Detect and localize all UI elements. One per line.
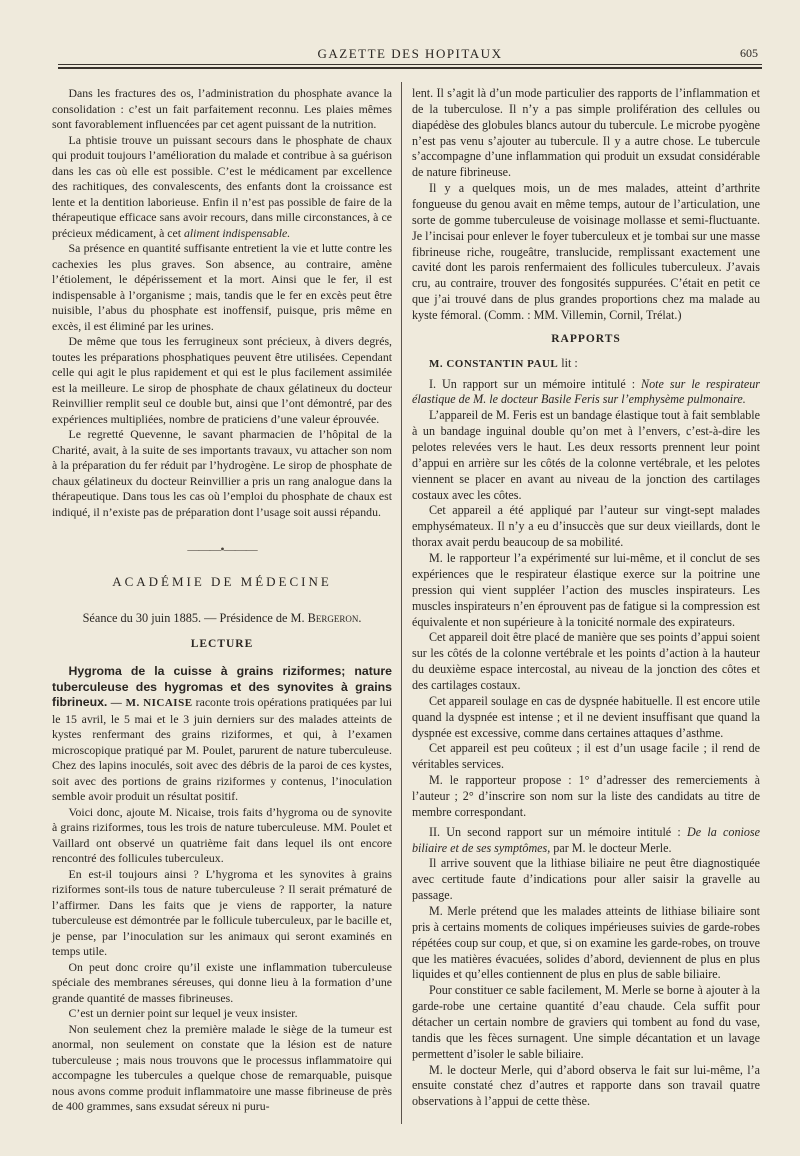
report-intro: II. Un second rapport sur un mémoire intitulé :	[428, 824, 688, 839]
paragraph: Cet appareil soulage en cas de dyspnée habituelle. Il est encore utile quand la dyspnée est intense ; et il ne devient insuffisant que quand la dyspnée est excessive, comme dans certaines attaques d’asthme.	[412, 693, 760, 740]
paragraph	[412, 825, 760, 857]
article-lead	[52, 664, 392, 805]
paragraph: lent. Il s’agit là d’un mode particulier des rapports de l’inflammation et de la tuberculose. Il n’y a pas simple prolifération des cellules ou diapédèse des globules blancs autour du tubercule. Le microbe pyogène n’est pas venu s’ajouter au tubercule. Il y a autre chose. Le tubercule s’accompagne d’une inflammation qui produit un exsudat considérable de nature fibrineuse.	[412, 86, 760, 180]
subsection-heading: RAPPORTS	[551, 332, 621, 345]
session-line	[52, 611, 392, 627]
page-header	[60, 44, 760, 64]
rapporteur-line	[412, 356, 760, 373]
page-number: 605	[740, 46, 758, 60]
section-heading: ACADÉMIE DE MÉDECINE	[112, 573, 332, 589]
paragraph	[52, 133, 392, 242]
paragraph: Voici donc, ajoute M. Nicaise, trois faits d’hygroma ou de synovite à grains riziformes, tous les trois de nature tuberculeuse. MM. Poulet et Vaillard ont observé un quatrième fait dans lequel ils ont encore rencontré des follicules tuberculeux.	[52, 804, 392, 865]
paragraph: M. le rapporteur propose : 1° d’adresser des remerciements à l’auteur ; 2° d’inscrire son nom sur la liste des candidats au titre de membre correspondant.	[412, 773, 760, 819]
paragraph	[412, 377, 760, 409]
newspaper-title: GAZETTE DES HOPITAUX	[317, 46, 503, 61]
paragraph-text: La phtisie trouve un puissant secours dans le phosphate de chaux qui produit toujours l’amélioration du malade et contribue à sa guérison dans les cas où elle est possible. C’est le médicament par excellence des rachitiques, des convalescents, des enfants dont la croissance est lente et la dentition laborieuse. Enfin il n’est pas possible de faire de la thérapeutique efficace sans avoir recours, dans mille circonstances, à ce précieux médicament, à cet	[52, 132, 392, 240]
header-rule-thick	[58, 67, 762, 69]
rapporteur-tail: lit :	[558, 355, 578, 370]
paragraph: Non seulement chez la première malade le siège de la tumeur est anormal, non seulement on constate que la lésion est de nature tuberculeuse ; mais nous trouvons que le processus inflammatoire qui accompagne les tubercules a quelque chose de remarquable, puisque nous avons comme produit inflammatoire une masse fibrineuse de près de 400 grammes, sans exsudat séreux ni puru-	[52, 1021, 392, 1113]
paragraph: En est-il toujours ainsi ? L’hygroma et les synovites à grains riziformes sont-ils tous de nature tuberculeuse ? Il serait prématuré de l’affirmer. Dans les faits que je viens de rapporter, la nature tuberculeuse est démontrée par le follicule tuberculeux, par le bacille et, je pense, par l’inoculation sur les animaux qui seront examinés en temps utile.	[52, 866, 392, 958]
report-author: par M. le docteur Merle.	[550, 840, 672, 855]
paragraph: On peut donc croire qu’il existe une inflammation tuberculeuse spéciale des membranes séreuses, qui donne lieu à la formation d’une grande quantité de masses fibrineuses.	[52, 959, 392, 1005]
separator-ornament: ———•———	[187, 542, 257, 556]
header-rule-thin	[58, 64, 762, 65]
paragraph: De même que tous les ferrugineux sont précieux, à divers degrés, toutes les préparations phosphatiques peuvent être utilisées. Cependant celle qui agit le plus rapidement et qui est le plus facilement assimilée est la meilleure. Le sirop de phosphate de chaux gélatineux du docteur Reinvillier remplit seul ce double but, ainsi que l’ont démontré, par des expériences multipliées, nombre de praticiens d’une valeur éprouvée.	[52, 334, 392, 426]
paragraph: C’est un dernier point sur lequel je veux insister.	[68, 1006, 298, 1020]
subsection-heading: LECTURE	[190, 637, 254, 650]
session-text: Séance du 30 juin 1885. — Présidence de M.	[82, 611, 308, 625]
paragraph: M. Merle prétend que les malades atteints de lithiase biliaire sont pris à certains moments de coliques impérieuses suivies de garde-robes répétées coup sur coup, et que, si on examine les garde-robes, on trouve que les matières évacuées, solides d’abord, deviennent de plus en plus liquides et qu’elles contiennent de plus en plus de sable biliaire.	[412, 903, 760, 982]
paragraph: M. le docteur Merle, qui d’abord observa le fait sur lui-même, l’a ensuite constaté chez d’autres et rapporte dans son travail quatre observations à l’appui de cette thèse.	[412, 1062, 760, 1109]
paragraph: Cet appareil a été appliqué par l’auteur sur vingt-sept malades emphysémateux. Il n’y a eu d’insuccès que sur deux vieillards, dont le thorax avait perdu beaucoup de sa mobilité.	[412, 503, 760, 550]
paragraph: Pour constituer ce sable facilement, M. Merle se borne à ajouter à la garde-robe une certaine quantité d’eau chaude. Cela suffit pour détacher un certain nombre de graviers qui tombent au fond du vase, tandis que les fèces surnagent. Une simple décantation et un lavage permettent d’isoler le sable biliaire.	[412, 983, 760, 1061]
paragraph: Dans les fractures des os, l’administration du phosphate avance la consolidation : c’est un fait parfaitement reconnu. Les plaies mêmes sont favorablement influencées par cet agent puissant de la nutrition.	[52, 86, 392, 131]
article-text: raconte trois opérations pratiquées par lui le 15 avril, le 5 mai et le 3 juin derniers sur des malades atteints de kystes renfermant des grains riziformes, et qui, à l’examen microscopique pratiqué par M. Poulet, parurent de nature tuberculeuse. Chez des lapins inoculés, soit avec des débris de la paroi de ces kystes, soit avec des portions de grains riziformes y contenus, l’inoculation semble avoir produit un résultat positif.	[52, 695, 392, 803]
article-title: Hygroma de la cuisse à grains riziformes; nature tuberculeuse des hygromas et des synovites à grains fibrineux.	[52, 664, 392, 709]
paragraph: Sa présence en quantité suffisante entretient la vie et lutte contre les cachexies les plus graves. Son absence, au contraire, amène l’étiolement, le dépérissement et la mort. Ainsi que le fer, il est indispensable à l’organisme ; mais, tandis que le fer en excès peut être nuisible, l’abus du phosphate est inoffensif, puisque, pris même en excès, il est éliminé par les urines.	[52, 241, 392, 333]
column-divider	[401, 82, 402, 1124]
paragraph: M. le rapporteur l’a expérimenté sur lui-même, et il conclut de ses expériences que le respirateur élastique exerce sur la poitrine une pression qui vient suppléer l’action des muscles inspirateurs. Les muscles inspirateurs n’en éprouvent pas de fatigue si la compression est équivalente et non supérieure à la tonicité normale des expirateurs.	[412, 551, 760, 629]
report-intro: I. Un rapport sur un mémoire intitulé :	[428, 376, 642, 391]
paragraph: Cet appareil est peu coûteux ; il est d’un usage facile ; il rend de véritables services.	[412, 741, 760, 772]
president-name: Bergeron.	[307, 611, 362, 625]
paragraph: Il y a quelques mois, un de mes malades, atteint d’arthrite fongueuse du genou avait en même temps, autour de l’articulation, une sorte de gomme tuberculeuse de voisinage mollasse et semi-fluctuante. Je l’incisai pour enlever le foyer tuberculeux et je tombai sur une masse fibrineuse riche, rougeâtre, translucide, remplissant exactement une cavité dont les parois renfermaient des follicules tuberculeux. J’avais cru, au contraire, trouver des fongosités suppurées. C’était en petit ce que j’ai trouvé dans de plus grandes proportions chez ma malade au kyste fémoral. (Comm. : MM. Villemin, Cornil, Trélat.)	[412, 181, 760, 323]
paragraph: Il arrive souvent que la lithiase biliaire ne peut être diagnostiquée avec certitude faute d’indications pour aller saisir la gravelle au passage.	[412, 856, 760, 903]
report-title: De la coniose biliaire et de ses symptômes,	[412, 824, 760, 855]
paragraph: Cet appareil doit être placé de manière que ses points d’appui soient sur les côtés de la colonne vertébrale et les points d’action à la hauteur du deuxième espace intercostal, au niveau de la jonction des côtes et des cartilages costaux.	[412, 630, 760, 692]
report-title: Note sur le respirateur élastique de M. le docteur Basile Feris sur l’emphysème pulmonaire.	[412, 376, 760, 407]
right-column	[412, 86, 760, 1110]
paragraph: Le regretté Quevenne, le savant pharmacien de l’hôpital de la Charité, avait, à la suite de ses importants travaux, vu attacher son nom à la préparation du fer réduit par l’hydrogène. Le sirop de phosphate de chaux gélatineux du docteur Reinvillier a pris un rang analogue dans la thérapeutique. Dans tous les cas où l’emploi du phosphate de chaux est indiqué, il n’existe pas de préparation dont l’usage soit aussi répandu.	[52, 427, 392, 519]
article-author: — M. NICAISE	[107, 697, 193, 709]
rapporteur-name: M. CONSTANTIN PAUL	[428, 357, 559, 370]
paragraph: L’appareil de M. Feris est un bandage élastique tout à fait semblable à un bandage inguinal double qu’on met à l’envers, c’est-à-dire les pelotes relevées vers le haut. Les deux ressorts prennent leur point d’appui en arrière sur les côtés de la colonne vertébrale, et les pelotes viennent se placer en avant au niveau de la jonction des cartilages costaux avec les côtes.	[412, 408, 760, 502]
italic-phrase: aliment indispensable.	[184, 225, 291, 240]
left-column	[52, 86, 392, 1115]
